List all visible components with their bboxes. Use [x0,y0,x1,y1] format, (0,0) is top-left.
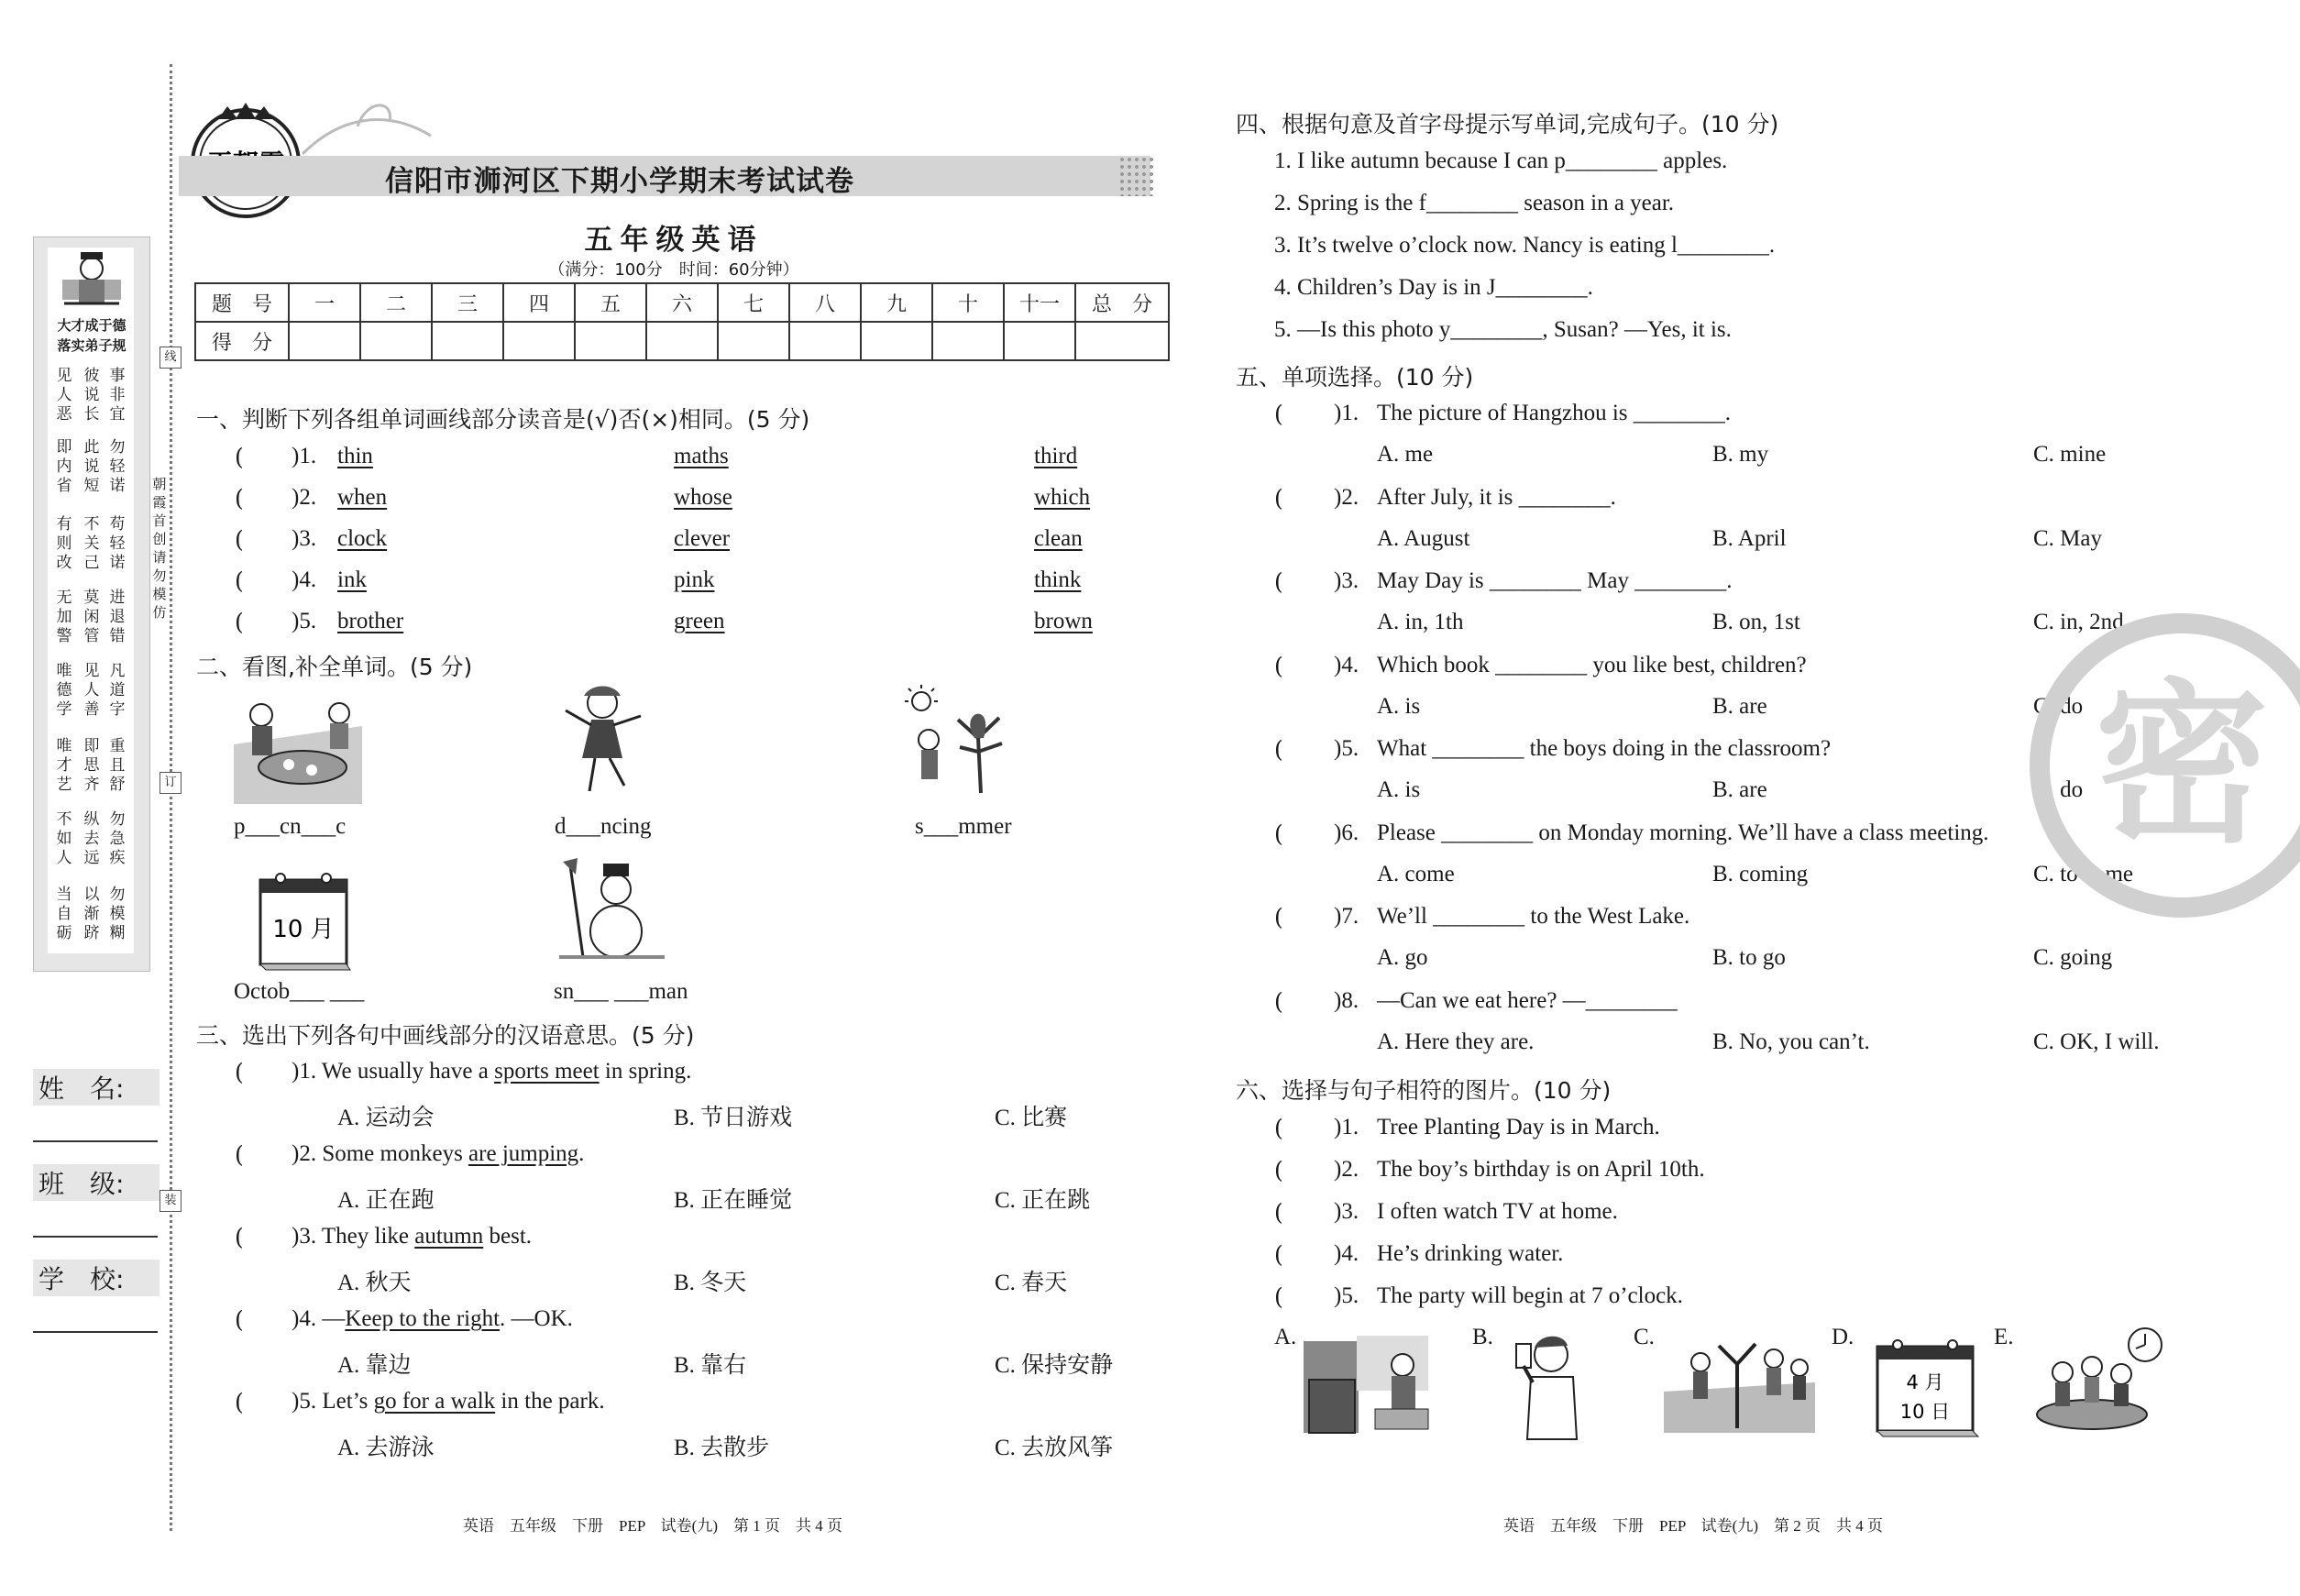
seal-box: 装 [160,1190,182,1212]
score-header-cell: 总 分 [1075,283,1169,322]
fill-sentence: 2. Spring is the f________ season in a year. [1274,191,1675,215]
fill-sentence: 5. —Is this photo y________, Susan? —Yes, it is. [1274,317,1732,342]
answer-paren[interactable]: ( [1274,652,1283,679]
score-header-cell: 三 [432,283,503,322]
answer-paren[interactable]: ( [1274,1199,1283,1226]
summer-picture [894,683,1013,798]
answer-paren[interactable]: ( [1274,1283,1283,1310]
question-number: )5. [292,1389,317,1414]
word-option: clean [1034,526,1083,551]
score-header-cell: 七 [718,283,789,322]
option-c[interactable]: C. 去放风筝 [995,1436,1114,1460]
section1-heading: 一、判断下列各组单词画线部分读音是(√)否(×)相同。(5 分) [196,406,810,433]
question-number: )4. [1334,652,1359,677]
calendar-april-line2: 10 日 [1899,1401,1951,1423]
score-header-cell: 二 [360,283,432,322]
answer-paren[interactable]: ( [1274,820,1283,847]
class-field[interactable] [33,1236,158,1238]
motto-top-line: 大才成于德 [57,317,127,334]
question-number: )4. [292,1306,317,1331]
question-number: )2. [1334,484,1359,510]
option-c[interactable]: C. 正在跳 [995,1188,1091,1213]
option-b[interactable]: B. coming [1712,861,1809,886]
option-b[interactable]: B. my [1712,442,1769,467]
motto-column: 进退错 [109,589,126,645]
score-header-cell: 题 号 [195,283,289,322]
answer-paren[interactable]: ( [1274,1115,1283,1141]
footer-right: 英语 五年级 下册 PEP 试卷(九) 第 2 页 共 4 页 [1503,1517,1883,1535]
picture-c-planting-trees [1664,1327,1815,1433]
word-option: whose [674,485,732,510]
score-input-cell[interactable] [360,322,432,360]
question-number: )2. [1334,1157,1359,1182]
motto-column: 见人善 [83,662,100,719]
option-b[interactable]: B. No, you can’t. [1712,1029,1870,1054]
word-option: pink [674,567,715,592]
option-c[interactable]: C. 比赛 [995,1106,1068,1130]
motto-column: 即思齐 [83,737,100,794]
answer-paren[interactable]: ( [1274,904,1283,930]
sentence-part: Some monkeys [322,1141,469,1166]
word-option: brown [1034,609,1093,633]
option-c[interactable]: C. 春天 [995,1271,1068,1295]
option-c[interactable]: C. going [2033,945,2113,970]
score-header-cell: 四 [503,283,575,322]
watermark-text: 密 [2094,664,2270,866]
fill-word: Octob___ ___ [234,979,365,1004]
score-header-cell: 九 [861,283,932,322]
word-option: maths [674,444,729,468]
option-a[interactable]: A. 靠边 [337,1353,412,1378]
motto-column: 纵去远 [83,810,100,867]
class-label: 班 级: [39,1169,125,1199]
word-option: third [1034,444,1078,468]
answer-paren[interactable]: ( [235,444,244,470]
score-header-cell: 五 [575,283,646,322]
question-text: After July, it is ________. [1377,484,1616,510]
question-text: What ________ the boys doing in the classroom? [1377,736,1832,761]
picture-label[interactable]: D. [1832,1325,1854,1349]
seal-box: 订 [160,772,182,794]
secret-watermark [2021,610,2300,921]
answer-paren[interactable]: ( [1274,1241,1283,1268]
score-header-cell: 六 [646,283,718,322]
option-c[interactable]: C. in, 2nd [2033,610,2124,634]
score-input-cell[interactable] [289,322,360,360]
option-b[interactable]: B. are [1712,777,1767,802]
question-number: )1. [1334,401,1359,425]
section6-heading: 六、选择与句子相符的图片。(10 分) [1236,1077,1612,1104]
binding-dotted-line [170,64,172,1531]
snowman-picture [559,856,665,966]
score-input-cell[interactable] [1075,322,1169,360]
underlined-phrase: are jumping [468,1141,579,1166]
name-label: 姓 名: [39,1073,125,1104]
underlined-phrase: Keep to the right [345,1306,501,1331]
underlined-phrase: autumn [414,1224,484,1249]
option-a[interactable]: A. is [1377,693,1421,719]
answer-paren[interactable]: ( [1274,401,1283,427]
sentence-part: . [578,1141,585,1166]
option-a[interactable]: A. in, 1th [1377,610,1464,634]
motto-column: 勿轻诺 [109,438,126,495]
calendar-april-line1: 4 月 [1906,1371,1944,1393]
section3-heading: 三、选出下列各句中画线部分的汉语意思。(5 分) [196,1022,695,1049]
option-c[interactable]: C. OK, I will. [2033,1029,2160,1054]
answer-paren[interactable]: ( [1274,736,1283,763]
picture-label[interactable]: B. [1472,1325,1493,1349]
answer-paren[interactable]: ( [235,1306,244,1333]
answer-paren[interactable]: ( [1274,1157,1283,1183]
question-number: )5. [1334,736,1359,761]
option-b[interactable]: B. 正在睡觉 [674,1188,793,1213]
option-a[interactable]: A. 正在跑 [337,1188,435,1213]
word-option: green [674,609,725,633]
motto-column: 凡道字 [109,662,126,719]
option-b[interactable]: B. 去散步 [674,1436,770,1460]
section4-heading: 四、根据句意及首字母提示写单词,完成句子。(10 分) [1236,111,1779,138]
word-option: brother [337,609,404,633]
option-a[interactable]: A. 运动会 [337,1106,435,1130]
motto-top [37,315,147,356]
option-c[interactable]: C. mine [2033,442,2107,467]
fill-word: sn___ ___man [554,979,688,1004]
motto-column: 不如人 [56,810,72,867]
option-a[interactable]: A. is [1377,777,1421,802]
question-number: )5. [1334,1283,1359,1308]
score-value-row [195,322,1169,360]
option-c[interactable]: C. do [2033,777,2084,802]
question-sentence [292,1306,573,1332]
option-c[interactable]: C. to come [2033,861,2134,886]
question-text: He’s drinking water. [1377,1241,1564,1266]
question-number: )4. [292,567,317,592]
question-text: —Can we eat here? —________ [1377,987,1678,1013]
question-text: Which book ________ you like best, children? [1377,652,1807,677]
question-number: )3. [1334,568,1359,593]
answer-paren[interactable]: ( [235,1224,244,1250]
word-option: clock [337,526,388,551]
picture-label[interactable]: C. [1634,1325,1655,1349]
option-a[interactable]: A. me [1377,442,1434,467]
fill-word: p___cn___c [234,814,347,839]
question-text: The party will begin at 7 o’clock. [1377,1283,1683,1308]
fill-word: s___mmer [915,814,1012,839]
question-number: )4. [1334,1241,1359,1266]
school-label: 学 校: [39,1264,125,1294]
question-number: )1. [292,444,317,468]
word-option: ink [337,567,367,592]
picture-a-watching-tv [1302,1334,1430,1439]
motto-column: 不关己 [83,515,100,572]
exam-info: （满分：100分 时间：60分钟） [548,260,799,280]
option-b[interactable]: B. April [1712,525,1787,551]
answer-paren[interactable]: ( [1274,568,1283,595]
question-number: )5. [292,609,317,633]
sentence-part: We usually have a [321,1059,495,1084]
question-text: Please ________ on Monday morning. We’ll have a class meeting. [1377,820,1989,845]
score-input-cell[interactable] [1004,322,1075,360]
answer-paren[interactable]: ( [235,1059,244,1085]
option-b[interactable]: B. on, 1st [1712,610,1800,634]
picnic-picture [234,689,362,804]
section2-heading: 二、看图,补全单词。(5 分) [196,654,473,680]
word-option: when [337,485,388,510]
score-input-cell[interactable] [503,322,575,360]
question-number: )2. [292,1141,317,1166]
motto-column: 有则改 [56,515,72,572]
banner-dots [1118,156,1153,196]
answer-paren[interactable]: ( [1274,484,1283,512]
option-a[interactable]: A. go [1377,945,1428,970]
score-input-cell[interactable] [718,322,789,360]
motto-column: 勿模糊 [109,886,126,942]
motto-column: 苟轻诺 [109,515,126,572]
word-option: think [1034,567,1082,592]
score-input-cell[interactable] [932,322,1004,360]
footer-left: 英语 五年级 下册 PEP 试卷(九) 第 1 页 共 4 页 [463,1517,842,1535]
question-sentence [292,1224,532,1249]
option-b[interactable]: B. to go [1712,945,1786,970]
score-header-cell: 十一 [1004,283,1075,322]
motto-column: 唯德学 [56,662,72,719]
option-b[interactable]: B. 冬天 [674,1271,747,1295]
motto-column: 当自砺 [56,886,72,942]
underlined-phrase: go for a walk [373,1389,496,1414]
exam-title: 信阳市浉河区下期小学期末考试试卷 [385,165,854,198]
question-sentence [292,1389,605,1414]
fill-sentence: 4. Children’s Day is in J________. [1274,275,1593,300]
answer-paren[interactable]: ( [235,567,244,594]
answer-paren[interactable]: ( [235,485,244,512]
picture-b-drinking-water [1503,1331,1586,1441]
october-calendar-picture [255,865,356,971]
question-text: May Day is ________ May ________. [1377,568,1733,593]
option-c[interactable]: C. May [2033,525,2102,551]
option-c[interactable]: C. 保持安静 [995,1353,1114,1378]
picture-d-april-calendar [1870,1334,1985,1439]
option-b[interactable]: B. 靠右 [674,1353,747,1378]
question-number: )6. [1334,820,1359,845]
option-a[interactable]: A. Here they are. [1377,1029,1535,1054]
name-field[interactable] [33,1140,158,1142]
option-a[interactable]: A. 去游泳 [337,1436,435,1460]
answer-paren[interactable]: ( [235,1389,244,1415]
motto-column: 此说短 [83,438,100,495]
picture-label[interactable]: A. [1274,1325,1297,1349]
word-option: thin [337,444,373,468]
question-sentence [292,1141,584,1167]
dancing-girl-picture [555,683,651,802]
motto-column: 莫闲管 [83,589,100,645]
question-number: )3. [292,1224,317,1249]
sentence-part: best. [483,1224,533,1249]
motto-column: 即内省 [56,438,72,495]
motto-column: 唯才艺 [56,737,72,794]
question-text: We’ll ________ to the West Lake. [1377,904,1690,929]
question-text: The picture of Hangzhou is ________. [1377,401,1732,425]
fill-sentence: 1. I like autumn because I can p________ apples. [1274,149,1728,173]
motto-column: 见人恶 [56,367,72,424]
option-a[interactable]: A. come [1377,861,1455,886]
score-header-cell: 十 [932,283,1004,322]
underlined-phrase: sports meet [494,1059,600,1084]
score-label-cell: 得 分 [195,322,289,360]
answer-paren[interactable]: ( [235,1141,244,1168]
sentence-part: in the park. [495,1389,605,1414]
subject-title: 五年级英语 [584,224,764,257]
score-header-cell: 八 [789,283,861,322]
option-b[interactable]: B. 节日游戏 [674,1106,793,1130]
fill-word: d___ncing [555,814,652,839]
score-input-cell[interactable] [646,322,718,360]
word-option: clever [674,526,731,551]
motto-column: 彼说长 [83,367,100,424]
option-c[interactable]: C. do [2033,693,2084,719]
motto-top-line: 落实弟子规 [57,337,127,354]
question-number: )3. [1334,1199,1359,1224]
question-sentence [292,1059,691,1084]
score-input-cell[interactable] [432,322,503,360]
score-header-row [195,283,1169,322]
question-number: )1. [1334,1115,1359,1139]
question-text: Tree Planting Day is in March. [1377,1115,1660,1139]
score-input-cell[interactable] [575,322,646,360]
motto-column: 事非宜 [109,367,126,424]
ribbon-decoration [303,99,440,163]
word-option: which [1034,485,1091,510]
answer-paren[interactable]: ( [235,609,244,635]
section5-heading: 五、单项选择。(10 分) [1236,364,1474,391]
question-number: )1. [292,1059,317,1084]
fill-sentence: 3. It’s twelve o’clock now. Nancy is eating l________. [1274,233,1776,258]
motto-column: 以渐跻 [83,886,100,942]
sentence-part: — [322,1306,346,1331]
option-b[interactable]: B. are [1712,693,1767,719]
sentence-part: Let’s [322,1389,374,1414]
picture-label[interactable]: E. [1994,1325,2014,1349]
sentence-part: in spring. [599,1059,692,1084]
score-header-cell: 一 [289,283,360,322]
question-text: I often watch TV at home. [1377,1199,1618,1224]
answer-paren[interactable]: ( [235,526,244,553]
motto-column: 重且舒 [109,737,126,794]
question-number: )3. [292,526,317,551]
calendar-october-text: 10 月 [272,916,335,943]
score-table [194,282,1170,361]
option-a[interactable]: A. 秋天 [337,1271,412,1295]
sentence-part: . —OK. [500,1306,573,1331]
score-input-cell[interactable] [789,322,861,360]
motto-column: 勿急疾 [109,810,126,867]
question-number: )7. [1334,904,1359,929]
answer-paren[interactable]: ( [1274,987,1283,1015]
seal-box: 线 [160,347,182,369]
motto-column: 无加警 [56,589,72,645]
picture-e-party [2026,1325,2173,1439]
question-text: The boy’s birthday is on April 10th. [1377,1157,1705,1182]
score-input-cell[interactable] [861,322,932,360]
seal-text: 朝霞首创 请勿模仿 [152,476,181,621]
school-field[interactable] [33,1331,158,1333]
sentence-part: They like [321,1224,415,1249]
option-a[interactable]: A. August [1377,525,1470,551]
question-number: )8. [1334,987,1359,1013]
question-number: )2. [292,485,317,510]
